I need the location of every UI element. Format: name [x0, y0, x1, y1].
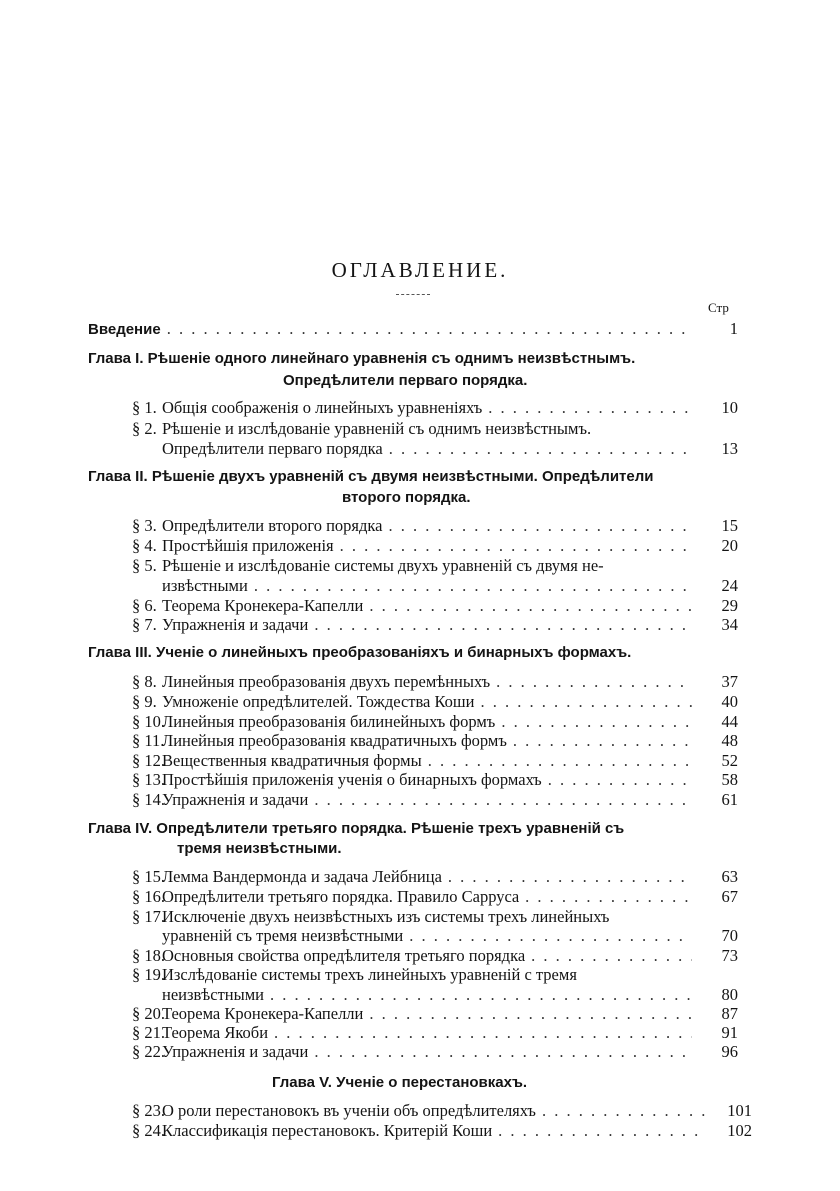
leader-dots: [314, 615, 692, 635]
page-number: 73: [721, 946, 738, 965]
leader-dots: [314, 1042, 692, 1062]
section-title: Простѣйшія приложенія: [162, 536, 334, 555]
chapter-1-heading: Глава I. Рѣшеніе одного линейнаго уравненія съ однимъ неизвѣстнымъ.: [88, 350, 636, 367]
page-number: 44: [721, 712, 738, 731]
toc-entry-s8[interactable]: [132, 672, 738, 692]
leader-dots: [314, 790, 692, 810]
section-number: § 12.: [132, 751, 165, 770]
leader-dots: [274, 1023, 692, 1043]
intro-label: Введение: [88, 321, 161, 338]
section-number: § 6.: [132, 596, 157, 615]
page-number: 1: [729, 319, 738, 338]
toc-entry-s15[interactable]: [132, 867, 738, 887]
leader-dots: [548, 770, 692, 790]
section-number: § 15.: [132, 867, 165, 886]
section-title: Теорема Якоби: [162, 1023, 269, 1042]
toc-entry-s22[interactable]: [132, 1042, 738, 1062]
toc-entry-s2-line1: [132, 419, 591, 439]
toc-entry-s11[interactable]: [132, 731, 738, 751]
toc-entry-s14[interactable]: [132, 790, 738, 810]
section-number: § 24.: [132, 1121, 165, 1140]
section-title: Основныя свойства опредѣлителя третьяго порядка: [162, 946, 526, 965]
toc-entry-s10[interactable]: [132, 712, 738, 732]
toc-entry-s13[interactable]: [132, 770, 738, 790]
toc-entry-s1[interactable]: [132, 398, 738, 418]
toc-entry-intro[interactable]: [88, 319, 738, 339]
page-number: 61: [721, 790, 738, 809]
section-number: § 13.: [132, 770, 165, 789]
section-number: § 5.: [132, 556, 157, 575]
section-title: Классификація перестановокъ. Критерій Коши: [162, 1121, 493, 1140]
section-title: Теорема Кронекера-Капелли: [162, 1004, 364, 1023]
leader-dots: [480, 692, 692, 712]
section-title: Простѣйшія приложенія ученія о бинарныхъ формахъ: [162, 770, 542, 789]
toc-entry-s3[interactable]: [132, 516, 738, 536]
section-title: Линейныя преобразованія билинейныхъ формъ: [162, 712, 496, 731]
leader-dots: [167, 319, 692, 339]
section-number: § 22.: [132, 1042, 165, 1061]
leader-dots: [496, 672, 692, 692]
toc-entry-s17-line1: [132, 907, 609, 927]
toc-entry-s19[interactable]: [162, 985, 738, 1005]
section-title: Линейныя преобразованія квадратичныхъ формъ: [162, 731, 507, 750]
page-number: 52: [721, 751, 738, 770]
page-number: 15: [721, 516, 738, 535]
chapter-3-heading: Глава III. Ученіе о линейныхъ преобразованіяхъ и бинарныхъ формахъ.: [88, 644, 632, 661]
section-title: Умноженіе опредѣлителей. Тождества Коши: [162, 692, 475, 711]
leader-dots: [531, 946, 692, 966]
section-number: § 9.: [132, 692, 157, 711]
section-number: § 2.: [132, 419, 157, 438]
section-title: Опредѣлители третьяго порядка. Правило Саррусa: [162, 887, 520, 906]
leader-dots: [340, 536, 692, 556]
section-number: § 21.: [132, 1023, 165, 1042]
section-number: § 8.: [132, 672, 157, 691]
section-title: Упражненія и задачи: [162, 1042, 309, 1061]
section-title-cont: неизвѣстными: [162, 985, 264, 1004]
section-title: Упражненія и задачи: [162, 790, 309, 809]
section-title: Линейныя преобразованія двухъ перемѣнныхъ: [162, 672, 491, 691]
section-title: Лемма Вандермонда и задача Лейбница: [162, 867, 442, 886]
leader-dots: [369, 596, 692, 616]
toc-entry-s24[interactable]: [132, 1121, 752, 1141]
toc-entry-s12[interactable]: [132, 751, 738, 771]
page-title: ОГЛАВЛЕНИЕ.: [331, 258, 509, 282]
section-number: § 18.: [132, 946, 165, 965]
page-number: 80: [721, 985, 738, 1004]
leader-dots: [488, 398, 692, 418]
page-number: 34: [721, 615, 738, 634]
decorative-rule: [396, 294, 430, 295]
leader-dots: [542, 1101, 706, 1121]
leader-dots: [513, 731, 692, 751]
page-number: 48: [721, 731, 738, 750]
leader-dots: [389, 516, 692, 536]
leader-dots: [369, 1004, 692, 1024]
section-title: Опредѣлители второго порядка: [162, 516, 383, 535]
leader-dots: [254, 576, 692, 596]
section-number: § 20.: [132, 1004, 165, 1023]
page-number: 63: [721, 867, 738, 886]
section-title: Рѣшеніе и изслѣдованіе уравненій съ однимъ неизвѣстнымъ.: [162, 419, 592, 438]
leader-dots: [428, 751, 692, 771]
toc-entry-s2[interactable]: [162, 439, 738, 459]
leader-dots: [501, 712, 692, 732]
chapter-2-heading-cont: второго порядка.: [342, 489, 471, 506]
chapter-2-heading: Глава II. Рѣшеніе двухъ уравненій съ двумя неизвѣстными. Опредѣлители: [88, 468, 654, 485]
toc-entry-s20[interactable]: [132, 1004, 738, 1024]
section-number: § 7.: [132, 615, 157, 634]
page-number: 29: [721, 596, 738, 615]
leader-dots: [448, 867, 692, 887]
page-number: 13: [721, 439, 738, 458]
page-number: 101: [727, 1101, 752, 1120]
section-title: О роли перестановокъ въ ученіи объ опредѣлителяхъ: [162, 1101, 536, 1120]
page-number: 10: [721, 398, 738, 417]
section-number: § 19.: [132, 965, 165, 984]
page-number: 24: [721, 576, 738, 595]
page-number: 37: [721, 672, 738, 691]
toc-entry-s16[interactable]: [132, 887, 738, 907]
chapter-5-heading: Глава V. Ученіе о перестановкахъ.: [272, 1074, 528, 1091]
leader-dots: [389, 439, 692, 459]
section-number: § 3.: [132, 516, 157, 535]
page-number: 67: [721, 887, 738, 906]
toc-entry-s19-line1: [132, 965, 577, 985]
section-title-cont: уравненій съ тремя неизвѣстными: [162, 926, 404, 945]
toc-entry-s18[interactable]: [132, 946, 738, 966]
leader-dots: [525, 887, 692, 907]
section-number: § 1.: [132, 398, 157, 417]
toc-entry-s5[interactable]: [162, 576, 738, 596]
page-number: 96: [721, 1042, 738, 1061]
toc-entry-s7[interactable]: [132, 615, 738, 635]
chapter-4-heading-cont: тремя неизвѣстными.: [177, 840, 342, 857]
section-title: Теорема Кронекера-Капелли: [162, 596, 364, 615]
page-column-label: Стр: [708, 300, 729, 315]
page-number: 91: [721, 1023, 738, 1042]
toc-entry-s4[interactable]: [132, 536, 738, 556]
toc-entry-s17[interactable]: [162, 926, 738, 946]
leader-dots: [270, 985, 692, 1005]
chapter-1-heading-cont: Опредѣлители перваго порядка.: [283, 372, 528, 389]
section-number: § 17.: [132, 907, 165, 926]
toc-entry-s6[interactable]: [132, 596, 738, 616]
leader-dots: [409, 926, 692, 946]
section-title-cont: Опредѣлители перваго порядка: [162, 439, 383, 458]
section-title-cont: извѣстными: [162, 576, 248, 595]
section-title: Упражненія и задачи: [162, 615, 309, 634]
page-number: 70: [721, 926, 738, 945]
toc-entry-s23[interactable]: [132, 1101, 752, 1121]
section-number: § 11.: [132, 731, 165, 750]
leader-dots: [498, 1121, 706, 1141]
section-title: Вещественныя квадратичныя формы: [162, 751, 422, 770]
toc-entry-s5-line1: [132, 556, 604, 576]
section-title: Исключеніе двухъ неизвѣстныхъ изъ системы трехъ линейныхъ: [162, 907, 610, 926]
section-number: § 23.: [132, 1101, 165, 1120]
section-number: § 4.: [132, 536, 157, 555]
page-number: 102: [727, 1121, 752, 1140]
section-title: Общія соображенія о линейныхъ уравненіяхъ: [162, 398, 483, 417]
page-number: 87: [721, 1004, 738, 1023]
page-number: 58: [721, 770, 738, 789]
section-number: § 14.: [132, 790, 165, 809]
toc-entry-s9[interactable]: [132, 692, 738, 712]
page-number: 40: [721, 692, 738, 711]
section-title: Рѣшеніе и изслѣдованіе системы двухъ уравненій съ двумя не-: [162, 556, 604, 575]
section-number: § 10.: [132, 712, 165, 731]
page-number: 20: [721, 536, 738, 555]
toc-entry-s21[interactable]: [132, 1023, 738, 1043]
chapter-4-heading: Глава IV. Опредѣлители третьяго порядка. Рѣшеніе трехъ уравненій съ: [88, 820, 625, 837]
section-title: Изслѣдованіе системы трехъ линейныхъ уравненій с тремя: [162, 965, 577, 984]
section-number: § 16.: [132, 887, 165, 906]
